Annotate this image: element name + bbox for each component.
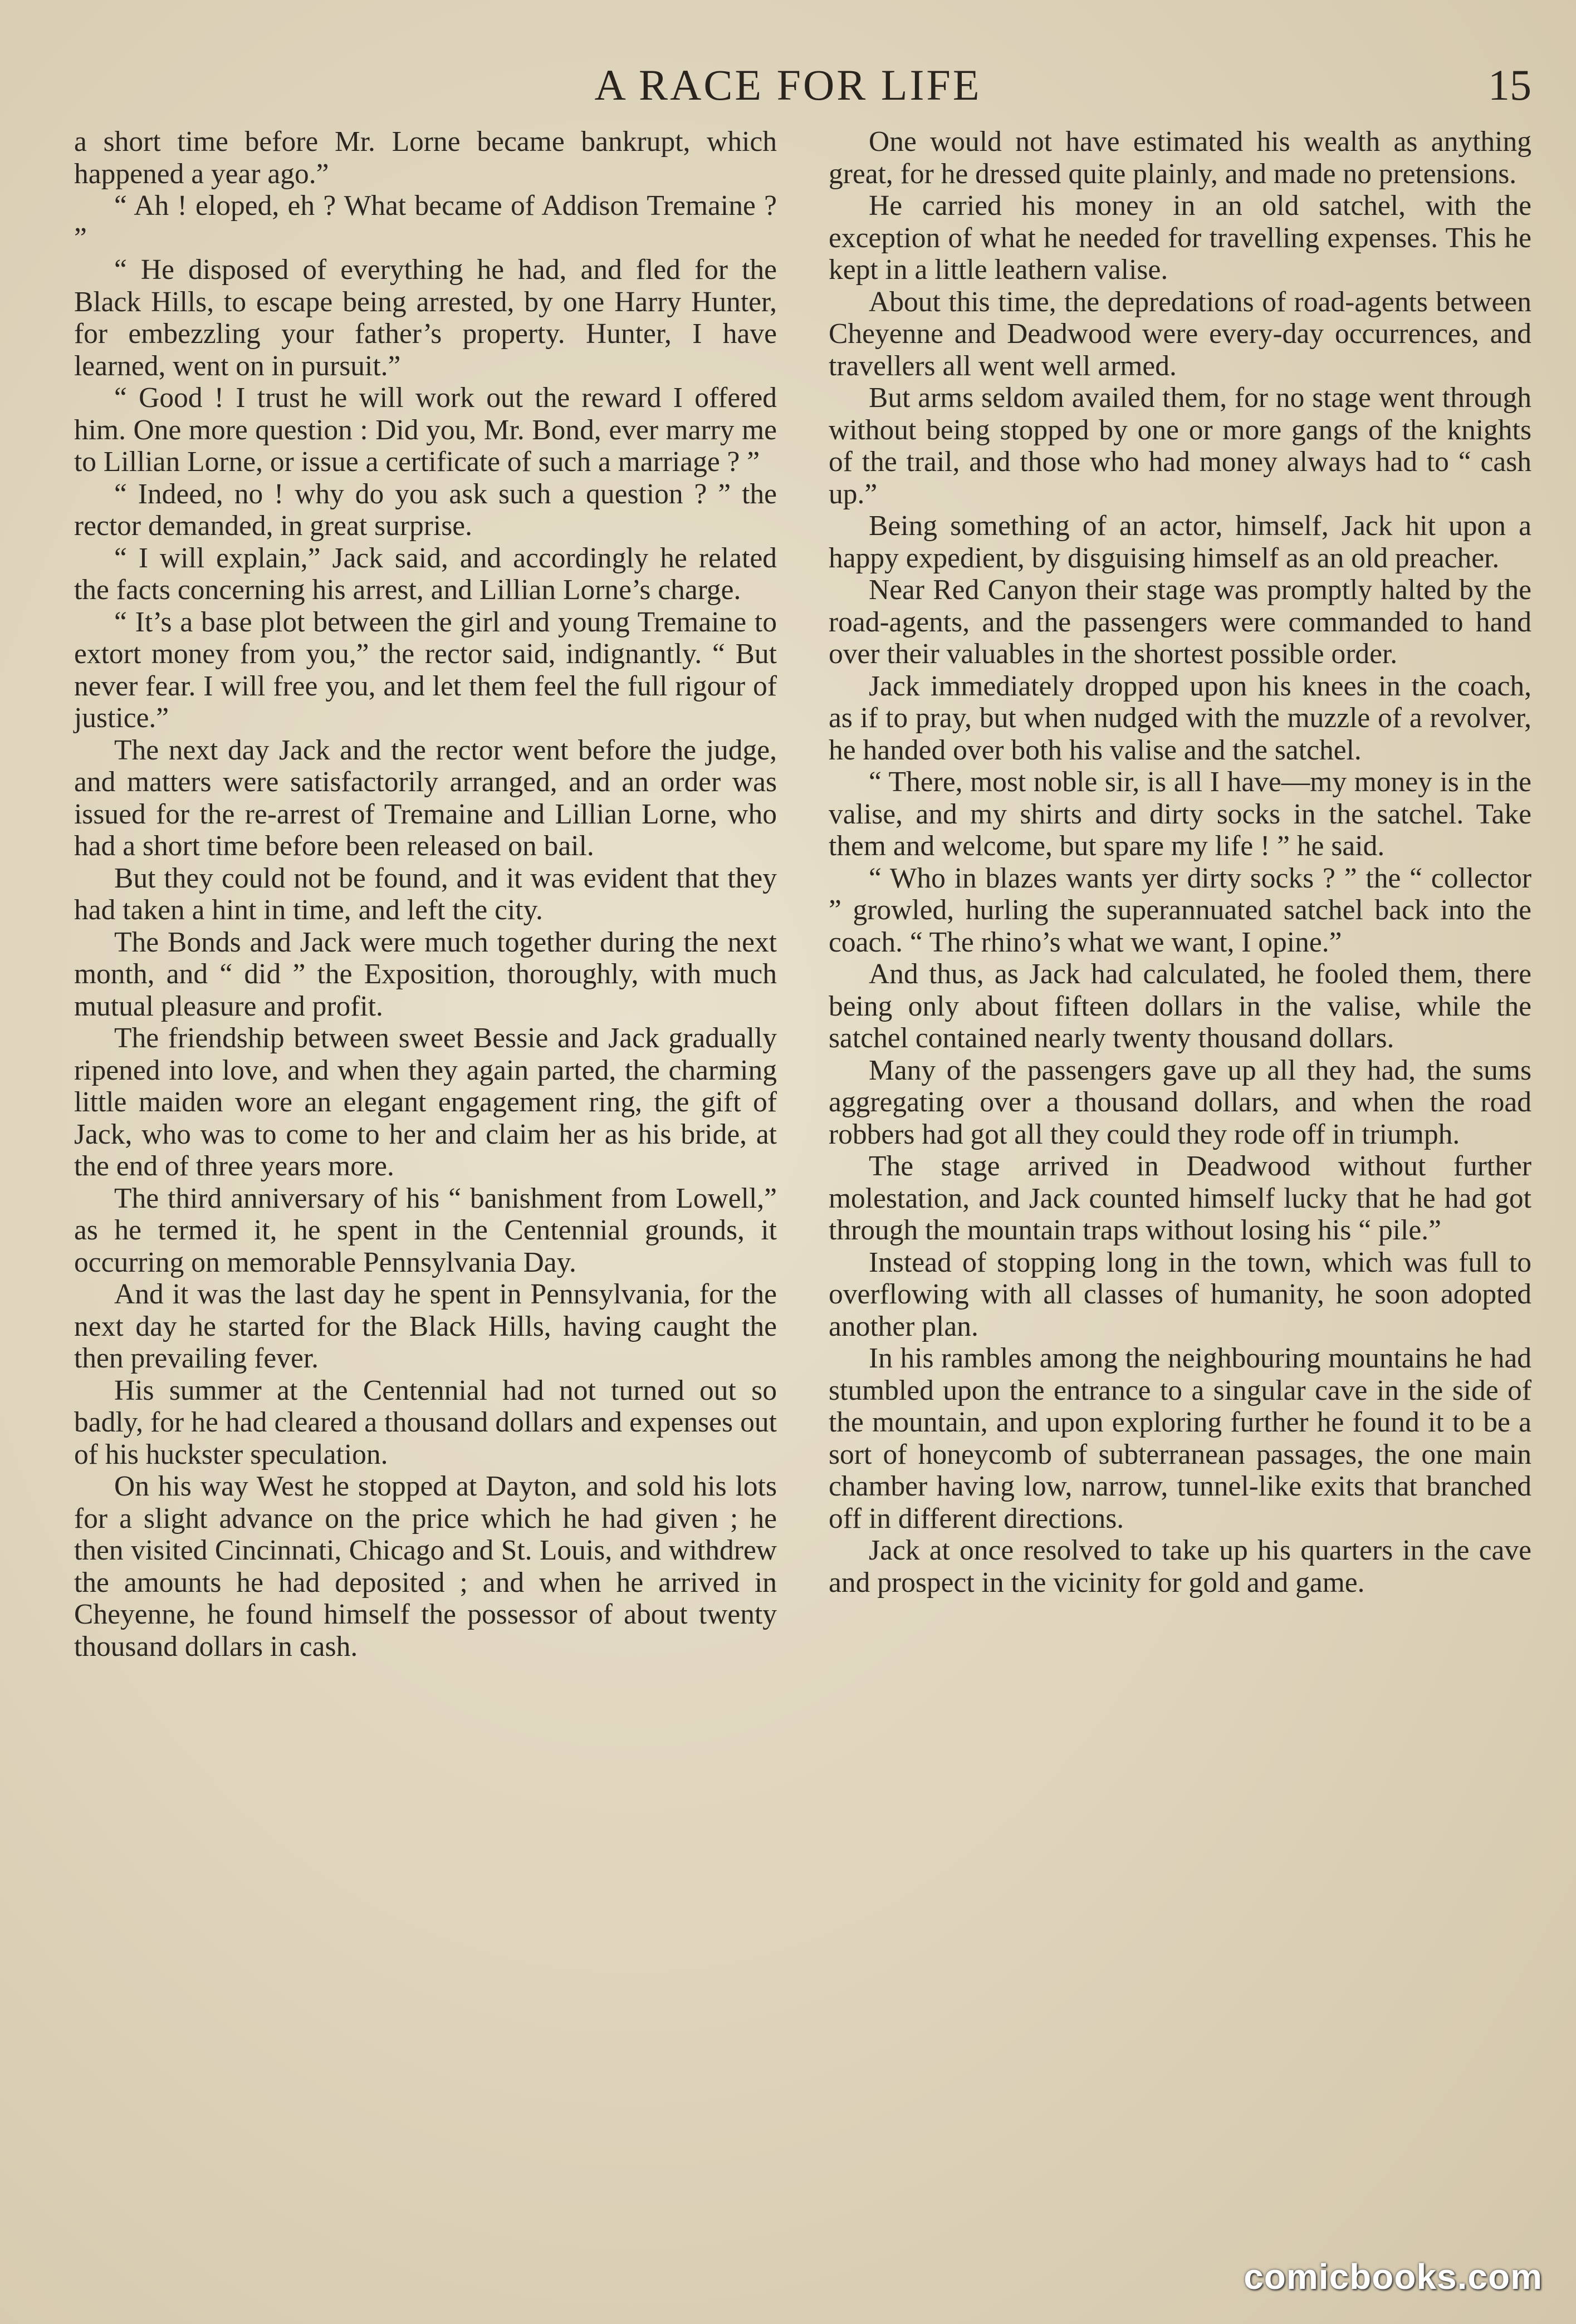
paragraph: Near Red Canyon their stage was promptly halted by the road-agents, and the passengers were commanded to hand over their valuables in the shortest possible order. xyxy=(829,574,1531,670)
paragraph: And it was the last day he spent in Pennsylvania, for the next day he started for the Black Hills, having caught the then prevailing fever. xyxy=(74,1278,777,1374)
paragraph: The friendship between sweet Bessie and Jack gradually ripened into love, and when they again parted, the charming little maiden wore an elegant engagement ring, the gift of Jack, who was to come to her and claim her as his bride, at the end of three years more. xyxy=(74,1022,777,1182)
paragraph: The third anniversary of his “ banishment from Lowell,” as he termed it, he spent in the Centennial grounds, it occurring on memorable Pennsylvania Day. xyxy=(74,1182,777,1278)
paragraph: “ It’s a base plot between the girl and young Tremaine to extort money from you,” the rector said, indignantly. “ But never fear. I will free you, and let them feel the full rigour of justice.” xyxy=(74,606,777,734)
paragraph: “ Good ! I trust he will work out the reward I offered him. One more question : Did you, Mr. Bond, ever marry me to Lillian Lorne, or issue a certificate of such a marriage ? ” xyxy=(74,382,777,478)
paragraph: And thus, as Jack had calculated, he fooled them, there being only about fifteen dollars in the valise, while the satchel contained nearly twenty thousand dollars. xyxy=(829,958,1531,1054)
paragraph: The next day Jack and the rector went before the judge, and matters were satisfactorily arranged, and an order was issued for the re-arrest of Tremaine and Lillian Lorne, who had a short time before been released on bail. xyxy=(74,734,777,862)
paragraph: He carried his money in an old satchel, with the exception of what he needed for travelling expenses. This he kept in a little leathern valise. xyxy=(829,190,1531,286)
right-text-column xyxy=(829,126,1531,1599)
left-text-column xyxy=(74,126,777,1663)
paragraph: Jack at once resolved to take up his quarters in the cave and prospect in the vicinity for gold and game. xyxy=(829,1534,1531,1599)
running-title: A RACE FOR LIFE xyxy=(594,61,982,109)
paragraph: But arms seldom availed them, for no stage went through without being stopped by one or more gangs of the knights of the trail, and those who had money always had to “ cash up.” xyxy=(829,382,1531,510)
paragraph: Many of the passengers gave up all they had, the sums aggregating over a thousand dollars, and when the road robbers had got all they could they rode off in triumph. xyxy=(829,1054,1531,1150)
paragraph: His summer at the Centennial had not turned out so badly, for he had cleared a thousand dollars and expenses out of his huckster speculation. xyxy=(74,1374,777,1470)
page-header xyxy=(0,60,1576,116)
paragraph: The Bonds and Jack were much together during the next month, and “ did ” the Exposition, thoroughly, with much mutual pleasure and profit. xyxy=(74,926,777,1022)
paragraph: “ There, most noble sir, is all I have—my money is in the valise, and my shirts and dirty socks in the satchel. Take them and welcome, but spare my life ! ” he said. xyxy=(829,766,1531,862)
paragraph: One would not have estimated his wealth as anything great, for he dressed quite plainly, and made no pretensions. xyxy=(829,126,1531,190)
paragraph: About this time, the depredations of road-agents between Cheyenne and Deadwood were every-day occurrences, and travellers all went well armed. xyxy=(829,286,1531,382)
paragraph: On his way West he stopped at Dayton, and sold his lots for a slight advance on the price which he had given ; he then visited Cincinnati, Chicago and St. Louis, and withdrew the amounts he had deposited ; and when he arrived in Cheyenne, he found himself the possessor of about twenty thousand dollars in cash. xyxy=(74,1470,777,1663)
paragraph: “ He disposed of everything he had, and fled for the Black Hills, to escape being arrested, by one Harry Hunter, for embezzling your father’s property. Hunter, I have learned, went on in pursuit.” xyxy=(74,254,777,382)
paragraph: “ Ah ! eloped, eh ? What became of Addison Tremaine ? ” xyxy=(74,190,777,254)
watermark: comicbooks.com xyxy=(1244,2257,1543,2297)
paragraph: In his rambles among the neighbouring mountains he had stumbled upon the entrance to a singular cave in the side of the mountain, and upon exploring further he found it to be a sort of honeycomb of subterranean passages, the one main chamber having low, narrow, tunnel-like exits that branched off in different directions. xyxy=(829,1342,1531,1534)
paragraph: Being something of an actor, himself, Jack hit upon a happy expedient, by disguising himself as an old preacher. xyxy=(829,510,1531,574)
paragraph: But they could not be found, and it was evident that they had taken a hint in time, and left the city. xyxy=(74,862,777,926)
paragraph: Jack immediately dropped upon his knees in the coach, as if to pray, but when nudged with the muzzle of a revolver, he handed over both his valise and the satchel. xyxy=(829,670,1531,766)
paragraph: Instead of stopping long in the town, which was full to overflowing with all classes of humanity, he soon adopted another plan. xyxy=(829,1246,1531,1342)
paragraph: a short time before Mr. Lorne became bankrupt, which happened a year ago.” xyxy=(74,126,777,190)
paragraph: “ Who in blazes wants yer dirty socks ? ” the “ collector ” growled, hurling the superannuated satchel back into the coach. “ The rhino’s what we want, I opine.” xyxy=(829,862,1531,958)
page-number: 15 xyxy=(1488,61,1531,109)
paragraph: “ I will explain,” Jack said, and accordingly he related the facts concerning his arrest, and Lillian Lorne’s charge. xyxy=(74,542,777,606)
paragraph: “ Indeed, no ! why do you ask such a question ? ” the rector demanded, in great surprise. xyxy=(74,478,777,542)
paragraph: The stage arrived in Deadwood without further molestation, and Jack counted himself lucky that he had got through the mountain traps without losing his “ pile.” xyxy=(829,1150,1531,1246)
